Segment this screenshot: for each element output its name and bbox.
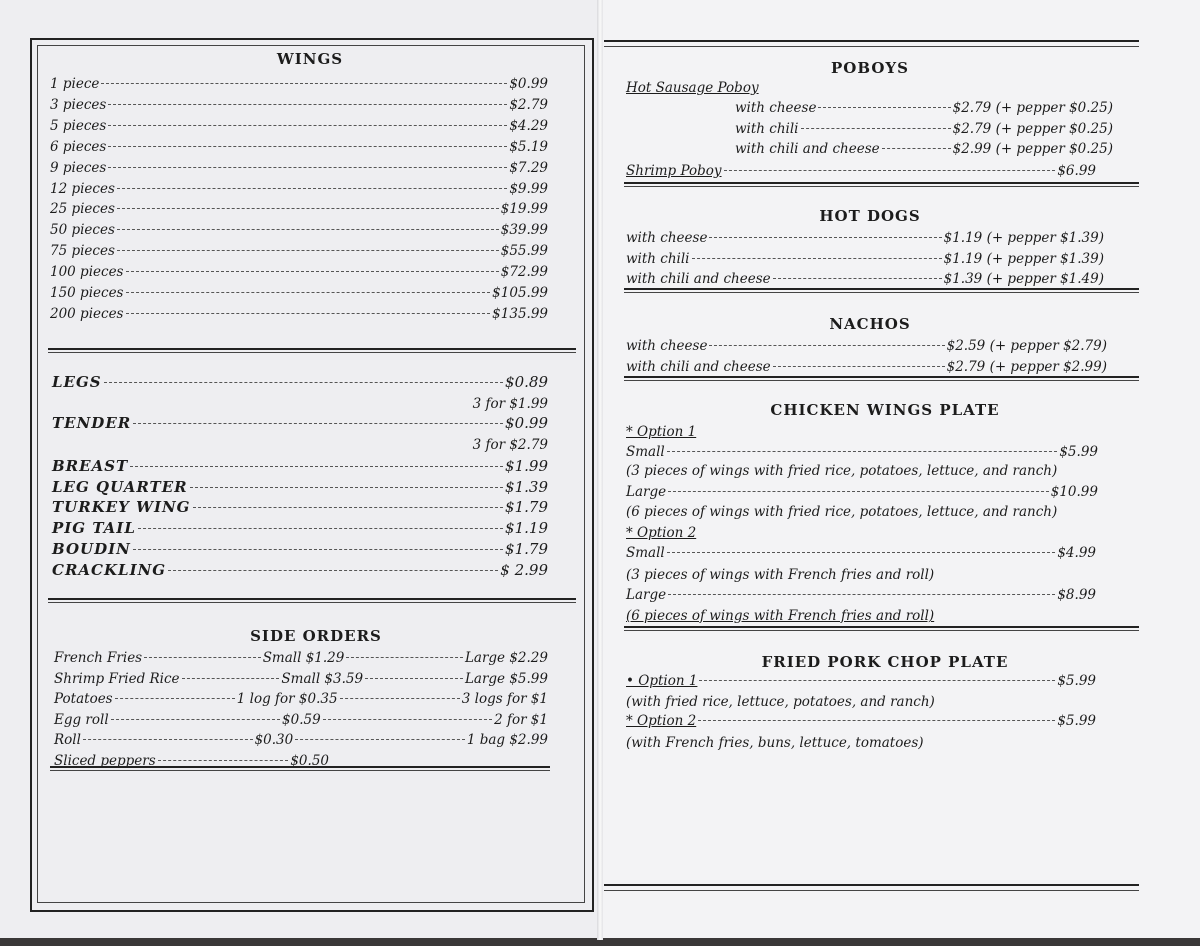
leader-dots bbox=[126, 271, 499, 272]
leader-dots bbox=[108, 167, 507, 168]
leader-dots bbox=[108, 104, 507, 105]
item-label: 25 pieces bbox=[50, 201, 115, 218]
side-orders-heading: SIDE ORDERS bbox=[250, 627, 382, 645]
menu-row bbox=[52, 457, 548, 475]
leader-dots bbox=[699, 680, 1055, 681]
leader-dots bbox=[668, 491, 1049, 492]
legs-price: $0.89 bbox=[505, 373, 548, 391]
item-label: 5 pieces bbox=[50, 117, 107, 134]
section-divider bbox=[48, 598, 576, 600]
cwp-o2-large-desc: (6 pieces of wings with French fries and roll) bbox=[626, 608, 935, 624]
item-label: with chili and cheese bbox=[626, 358, 771, 375]
side-order-row bbox=[54, 650, 548, 666]
cwp-option2-text: * Option 2 bbox=[626, 525, 697, 541]
item-price: $1.19 bbox=[505, 519, 548, 538]
section-divider-thin bbox=[50, 770, 550, 771]
leader-dots bbox=[117, 229, 499, 230]
leader-dots bbox=[818, 107, 950, 108]
cwp-o1-small-desc: (3 pieces of wings with fried rice, potatoes, lettuce, and ranch) bbox=[626, 463, 1058, 479]
cwp-o2-small-label: Small bbox=[626, 545, 665, 561]
leader-dots bbox=[365, 678, 463, 679]
pcp-option2-label: * Option 2 bbox=[626, 713, 697, 729]
item-price: $ 2.99 bbox=[500, 560, 548, 579]
leader-dots bbox=[108, 146, 507, 147]
leader-dots bbox=[668, 594, 1055, 595]
leader-dots bbox=[168, 570, 498, 571]
leader-dots bbox=[773, 366, 945, 367]
item-price: $7.29 bbox=[509, 159, 548, 176]
side-item-label: Roll bbox=[54, 732, 81, 749]
leader-dots bbox=[773, 278, 942, 279]
item-label: 6 pieces bbox=[50, 138, 107, 155]
cwp-o2-large-row bbox=[626, 587, 1096, 603]
leader-dots bbox=[126, 313, 491, 314]
item-label: 12 pieces bbox=[50, 180, 115, 197]
menu-row bbox=[50, 139, 548, 155]
leader-dots bbox=[130, 466, 503, 467]
cwp-option2-label bbox=[626, 525, 696, 541]
leader-dots bbox=[83, 739, 253, 740]
section-divider-thin bbox=[624, 380, 1139, 381]
section-divider bbox=[624, 182, 1139, 184]
leader-dots bbox=[104, 382, 503, 383]
hot-dogs-heading: HOT DOGS bbox=[819, 207, 921, 225]
menu-row bbox=[52, 478, 548, 496]
item-label: 150 pieces bbox=[50, 285, 124, 301]
item-label: 50 pieces bbox=[50, 222, 115, 239]
tender-deal: 3 for $2.79 bbox=[472, 437, 548, 453]
menu-row bbox=[50, 243, 548, 259]
item-label: BREAST bbox=[52, 457, 129, 475]
pcp-option1-desc: (with fried rice, lettuce, potatoes, and ranch) bbox=[626, 694, 935, 710]
item-price: $2.59 (+ pepper $2.79) bbox=[946, 338, 1107, 354]
side-item-price-alt: 1 bag $2.99 bbox=[466, 732, 548, 749]
cwp-o1-large-desc: (6 pieces of wings with fried rice, potatoes, lettuce, and ranch) bbox=[626, 504, 1058, 520]
menu-row bbox=[50, 76, 548, 92]
leader-dots bbox=[133, 423, 503, 424]
cwp-o1-small-price: $5.99 bbox=[1059, 444, 1098, 460]
leader-dots bbox=[138, 528, 503, 529]
item-price: $1.79 bbox=[505, 498, 548, 517]
item-price: $2.79 bbox=[509, 96, 548, 113]
leader-dots bbox=[117, 208, 499, 209]
menu-row bbox=[50, 118, 548, 134]
cwp-o2-large-price: $8.99 bbox=[1057, 587, 1096, 603]
menu-row bbox=[50, 306, 548, 322]
item-label: with cheese bbox=[735, 100, 817, 116]
item-price: $135.99 bbox=[492, 305, 548, 322]
menu-row bbox=[52, 540, 548, 558]
leader-dots bbox=[698, 720, 1055, 721]
menu-row bbox=[735, 121, 1113, 137]
item-price: $5.19 bbox=[509, 138, 548, 155]
leader-dots bbox=[115, 698, 235, 699]
item-price: $2.79 (+ pepper $0.25) bbox=[952, 100, 1113, 116]
leader-dots bbox=[667, 552, 1056, 553]
pcp-option2-desc: (with French fries, buns, lettuce, tomatoes) bbox=[626, 735, 924, 751]
page-fold bbox=[597, 0, 603, 940]
side-item-price: $0.30 bbox=[254, 732, 294, 749]
item-label: LEG QUARTER bbox=[52, 477, 188, 496]
side-item-label: Egg roll bbox=[54, 711, 109, 728]
leader-dots bbox=[323, 719, 492, 720]
right-bottom-rule-thin bbox=[604, 890, 1139, 891]
cwp-option1-text: * Option 1 bbox=[626, 424, 697, 440]
side-item-price: $0.50 bbox=[290, 753, 329, 769]
side-item-price: Small $1.29 bbox=[262, 650, 345, 666]
menu-row bbox=[626, 338, 1107, 354]
item-label: 9 pieces bbox=[50, 159, 107, 176]
leader-dots bbox=[111, 719, 280, 720]
item-label: 200 pieces bbox=[50, 305, 124, 322]
item-price: $1.19 (+ pepper $1.39) bbox=[943, 250, 1104, 267]
cwp-o1-small-row bbox=[626, 444, 1098, 460]
item-label: with chili and cheese bbox=[626, 271, 771, 288]
pcp-option1-row bbox=[626, 673, 1096, 689]
cwp-o1-small-label: Small bbox=[626, 444, 665, 460]
pcp-option2-row bbox=[626, 713, 1096, 729]
item-price: $2.79 (+ pepper $0.25) bbox=[952, 120, 1113, 137]
side-order-row bbox=[54, 732, 548, 748]
menu-row bbox=[626, 251, 1104, 267]
item-label: with cheese bbox=[626, 338, 708, 354]
item-price: $9.99 bbox=[509, 180, 548, 197]
section-divider-thin bbox=[48, 352, 576, 353]
leader-dots bbox=[709, 237, 941, 238]
cwp-o2-large-label: Large bbox=[626, 587, 667, 603]
item-label: 3 pieces bbox=[50, 96, 107, 113]
leader-dots bbox=[190, 487, 503, 488]
cwp-o2-small-desc: (3 pieces of wings with French fries and roll) bbox=[626, 567, 935, 583]
leader-dots bbox=[126, 292, 491, 293]
item-price: $1.39 (+ pepper $1.49) bbox=[943, 271, 1104, 288]
section-divider-thin bbox=[624, 292, 1139, 293]
menu-row bbox=[50, 181, 548, 197]
leader-dots bbox=[667, 451, 1058, 452]
item-price: $55.99 bbox=[500, 243, 548, 260]
leader-dots bbox=[692, 258, 942, 259]
tender-price: $0.99 bbox=[505, 414, 548, 432]
shrimp-poboy-row bbox=[626, 163, 1096, 179]
item-label: BOUDIN bbox=[52, 539, 131, 558]
leader-dots bbox=[346, 657, 463, 658]
pcp-option2-price: $5.99 bbox=[1057, 713, 1096, 729]
item-label: TURKEY WING bbox=[52, 498, 191, 517]
side-order-row bbox=[54, 691, 548, 707]
item-price: $39.99 bbox=[500, 222, 548, 239]
section-divider bbox=[624, 626, 1139, 628]
menu-row bbox=[50, 264, 548, 280]
item-price: $105.99 bbox=[492, 285, 548, 301]
item-label: 1 piece bbox=[50, 76, 100, 92]
legs-row bbox=[52, 373, 548, 391]
side-item-label: Potatoes bbox=[54, 691, 113, 708]
side-item-price-alt: 3 logs for $1 bbox=[461, 691, 548, 708]
leader-dots bbox=[295, 739, 465, 740]
right-top-rule bbox=[604, 40, 1139, 42]
item-price: $2.79 (+ pepper $2.99) bbox=[946, 358, 1107, 375]
menu-row bbox=[52, 498, 548, 516]
leader-dots bbox=[101, 83, 507, 84]
leader-dots bbox=[882, 148, 951, 149]
item-price: $72.99 bbox=[500, 264, 548, 281]
shrimp-poboy-price: $6.99 bbox=[1057, 163, 1096, 179]
side-item-label: Sliced peppers bbox=[54, 753, 156, 769]
item-price: $0.99 bbox=[509, 76, 548, 92]
leader-dots bbox=[340, 698, 460, 699]
leader-dots bbox=[108, 125, 507, 126]
poboys-heading: POBOYS bbox=[831, 59, 909, 77]
item-price: $1.79 bbox=[505, 539, 548, 558]
leader-dots bbox=[801, 128, 951, 129]
leader-dots bbox=[709, 345, 944, 346]
menu-row bbox=[50, 222, 548, 238]
item-price: $1.99 bbox=[505, 457, 548, 475]
menu-row bbox=[52, 561, 548, 579]
item-price: $1.39 bbox=[505, 477, 548, 496]
item-label: with chili bbox=[626, 250, 690, 267]
side-order-row bbox=[54, 712, 548, 728]
legs-label: LEGS bbox=[52, 373, 102, 391]
hot-sausage-poboy-label: Hot Sausage Poboy bbox=[626, 80, 759, 96]
item-label: with chili bbox=[735, 120, 799, 137]
item-price: $4.29 bbox=[509, 117, 548, 134]
tender-label: TENDER bbox=[52, 414, 132, 432]
menu-row bbox=[735, 141, 1113, 157]
menu-row bbox=[50, 201, 548, 217]
side-item-price-alt: Large $5.99 bbox=[464, 670, 548, 687]
leader-dots bbox=[144, 657, 261, 658]
item-label: PIG TAIL bbox=[52, 519, 136, 538]
menu-row bbox=[735, 100, 1113, 116]
menu-row bbox=[50, 97, 548, 113]
leader-dots bbox=[182, 678, 280, 679]
cwp-option1-label bbox=[626, 424, 696, 440]
menu-row bbox=[626, 230, 1104, 246]
leader-dots bbox=[133, 549, 503, 550]
section-divider bbox=[624, 376, 1139, 378]
item-label: CRACKLING bbox=[52, 560, 167, 579]
item-label: with chili and cheese bbox=[735, 141, 880, 158]
side-item-price: 1 log for $0.35 bbox=[236, 691, 338, 708]
legs-deal: 3 for $1.99 bbox=[472, 396, 548, 412]
cwp-o1-large-label: Large bbox=[626, 484, 667, 500]
side-item-price-alt: Large $2.29 bbox=[464, 650, 548, 666]
tender-row bbox=[52, 414, 548, 432]
side-item-price-alt: 2 for $1 bbox=[494, 711, 548, 728]
pcp-option1-label: • Option 1 bbox=[626, 673, 698, 689]
side-item-price: $0.59 bbox=[282, 711, 321, 728]
leader-dots bbox=[193, 507, 504, 508]
side-item-price: Small $3.59 bbox=[281, 670, 364, 687]
item-price: $2.99 (+ pepper $0.25) bbox=[952, 141, 1113, 158]
cwp-o2-small-row bbox=[626, 545, 1096, 561]
leader-dots bbox=[117, 188, 507, 189]
leader-dots bbox=[724, 170, 1056, 171]
nachos-heading: NACHOS bbox=[829, 315, 911, 333]
item-label: 75 pieces bbox=[50, 243, 115, 260]
side-item-label: French Fries bbox=[54, 650, 143, 666]
chicken-wings-plate-heading: CHICKEN WINGS PLATE bbox=[770, 401, 1000, 419]
section-divider bbox=[50, 766, 550, 768]
shrimp-poboy-label: Shrimp Poboy bbox=[626, 163, 722, 179]
cwp-o1-large-row bbox=[626, 484, 1098, 500]
section-divider-thin bbox=[624, 630, 1139, 631]
side-item-label: Shrimp Fried Rice bbox=[54, 670, 180, 687]
menu-row bbox=[50, 285, 548, 301]
right-bottom-rule bbox=[604, 884, 1139, 886]
pork-chop-plate-heading: FRIED PORK CHOP PLATE bbox=[761, 653, 1009, 671]
item-label: with cheese bbox=[626, 230, 708, 246]
menu-row bbox=[626, 359, 1107, 375]
item-price: $19.99 bbox=[500, 201, 548, 218]
item-label: 100 pieces bbox=[50, 264, 124, 281]
wings-heading: WINGS bbox=[276, 50, 344, 68]
section-divider-thin bbox=[624, 186, 1139, 187]
menu-row bbox=[626, 271, 1104, 287]
side-order-row bbox=[54, 671, 548, 687]
item-price: $1.19 (+ pepper $1.39) bbox=[943, 230, 1104, 246]
section-divider bbox=[624, 288, 1139, 290]
pcp-option1-price: $5.99 bbox=[1057, 673, 1096, 689]
right-top-rule-thin bbox=[604, 46, 1139, 47]
cwp-o2-small-price: $4.99 bbox=[1057, 545, 1096, 561]
leader-dots bbox=[158, 760, 289, 761]
leader-dots bbox=[117, 250, 499, 251]
section-divider-thin bbox=[48, 602, 576, 603]
menu-row bbox=[52, 519, 548, 537]
menu-row bbox=[50, 160, 548, 176]
section-divider bbox=[48, 348, 576, 350]
cwp-o1-large-price: $10.99 bbox=[1050, 484, 1098, 500]
